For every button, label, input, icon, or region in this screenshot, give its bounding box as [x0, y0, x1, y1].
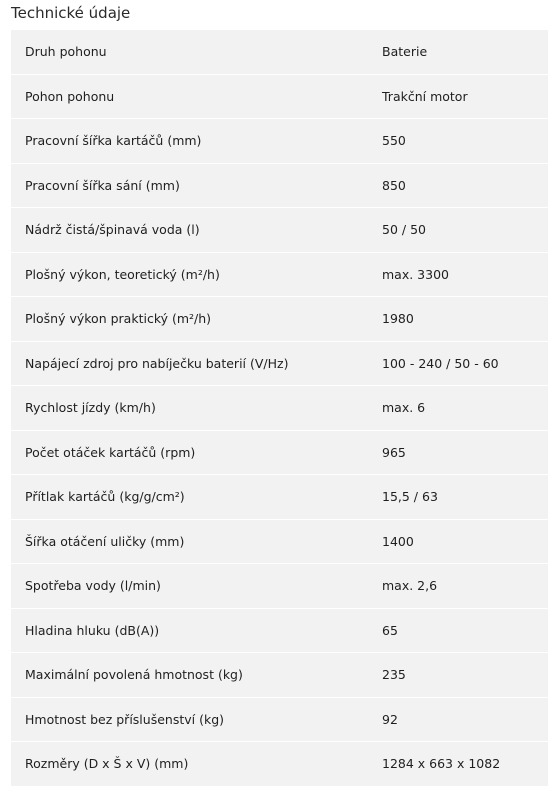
spec-value: Trakční motor — [382, 88, 468, 104]
spec-label: Rozměry (D x Š x V) (mm) — [25, 756, 189, 771]
spec-label: Šířka otáčení uličky (mm) — [25, 533, 185, 549]
spec-label: Spotřeba vody (l/min) — [25, 578, 161, 593]
spec-value: max. 3300 — [382, 266, 449, 282]
spec-row-weight-without-accessories — [11, 698, 548, 742]
spec-label: Přítlak kartáčů (kg/g/cm²) — [25, 489, 185, 504]
spec-row-water-consumption — [11, 564, 548, 608]
spec-label: Počet otáček kartáčů (rpm) — [25, 444, 196, 460]
spec-label: Hmotnost bez příslušenství (kg) — [25, 711, 225, 727]
page-title: Technické údaje — [11, 4, 131, 22]
spec-label: Napájecí zdroj pro nabíječku baterií (V/Hz) — [25, 355, 289, 371]
spec-value: 92 — [382, 711, 398, 727]
spec-value: 65 — [382, 622, 398, 638]
spec-value: 100 - 240 / 50 - 60 — [382, 355, 499, 371]
spec-row-travel-speed — [11, 386, 548, 430]
spec-label: Pracovní šířka kartáčů (mm) — [25, 133, 202, 148]
spec-label: Pohon pohonu — [25, 88, 115, 104]
spec-row-water-tanks — [11, 208, 548, 252]
spec-label: Plošný výkon praktický (m²/h) — [25, 311, 212, 326]
spec-row-suction-width — [11, 164, 548, 208]
spec-row-area-performance-practical — [11, 297, 548, 341]
technical-specs-table — [11, 30, 548, 786]
spec-value: 235 — [382, 667, 406, 682]
spec-value: 15,5 / 63 — [382, 489, 438, 504]
spec-row-noise-level — [11, 609, 548, 653]
spec-label: Pracovní šířka sání (mm) — [25, 177, 180, 193]
spec-value: 550 — [382, 133, 406, 148]
spec-value: 965 — [382, 444, 406, 460]
spec-value: 1284 x 663 x 1082 — [382, 756, 501, 771]
spec-value: 50 / 50 — [382, 222, 426, 237]
spec-label: Nádrž čistá/špinavá voda (l) — [25, 222, 200, 237]
spec-value: max. 6 — [382, 400, 426, 415]
spec-row-charger-power-supply — [11, 342, 548, 386]
spec-label: Rychlost jízdy (km/h) — [25, 400, 156, 415]
spec-row-brush-pressure — [11, 475, 548, 519]
spec-label: Maximální povolená hmotnost (kg) — [25, 667, 243, 682]
spec-row-brush-speed — [11, 431, 548, 475]
spec-label: Hladina hluku (dB(A)) — [25, 622, 160, 638]
spec-value: 1980 — [382, 311, 414, 326]
spec-row-brush-width — [11, 119, 548, 163]
spec-row-drive — [11, 75, 548, 119]
spec-row-drive-type — [11, 30, 548, 74]
spec-value: Baterie — [382, 44, 428, 59]
spec-label: Plošný výkon, teoretický (m²/h) — [25, 266, 220, 282]
spec-label: Druh pohonu — [25, 44, 107, 59]
spec-value: max. 2,6 — [382, 578, 438, 593]
spec-row-aisle-turning-width — [11, 520, 548, 564]
spec-row-dimensions — [11, 742, 548, 786]
spec-row-area-performance-theoretical — [11, 253, 548, 297]
spec-value: 850 — [382, 177, 406, 193]
spec-value: 1400 — [382, 533, 414, 549]
spec-row-max-permitted-weight — [11, 653, 548, 697]
